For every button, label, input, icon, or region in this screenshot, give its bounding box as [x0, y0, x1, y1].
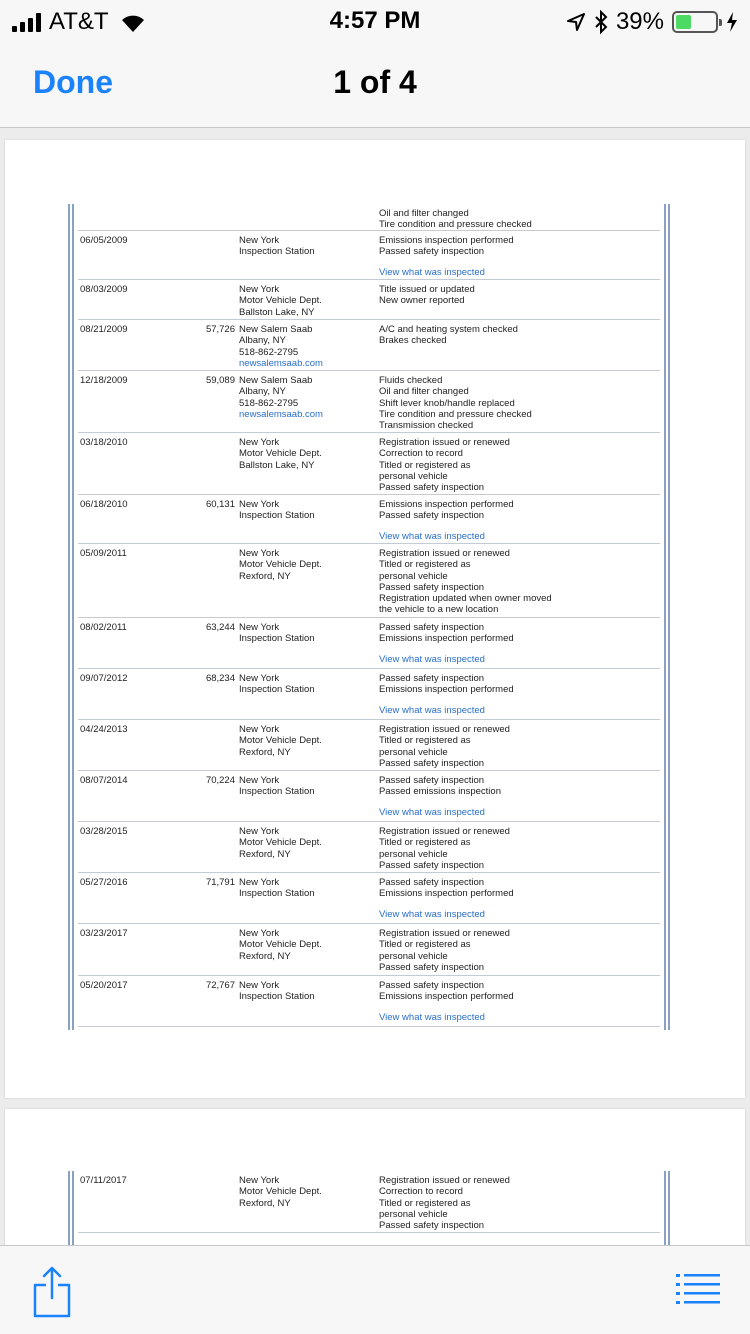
- source-line: New York: [239, 235, 280, 246]
- detail-line: New owner reported: [379, 295, 465, 307]
- row-date: 05/20/2017: [80, 980, 128, 991]
- row-date: 12/18/2009: [80, 375, 128, 386]
- detail-line: Emissions inspection performed: [379, 991, 514, 1003]
- source-line: New York: [239, 673, 280, 684]
- row-details: [379, 284, 579, 307]
- row-source: [239, 1175, 374, 1209]
- status-bar: [0, 0, 750, 40]
- row-source: [239, 375, 374, 420]
- source-line: New York: [239, 775, 280, 786]
- row-details: [379, 724, 579, 769]
- source-line: New York: [239, 437, 280, 448]
- source-line: Albany, NY: [239, 335, 286, 347]
- row-odometer: 63,244: [205, 622, 235, 633]
- detail-line: Registration issued or renewed: [379, 928, 510, 939]
- view-inspection-link[interactable]: View what was inspected: [379, 806, 485, 818]
- detail-line: Titled or registered as: [379, 939, 471, 951]
- source-line: Rexford, NY: [239, 848, 291, 860]
- source-line: Inspection Station: [239, 246, 315, 258]
- detail-line: personal vehicle: [379, 746, 448, 758]
- view-inspection-link[interactable]: View what was inspected: [379, 1011, 485, 1023]
- row-date: 04/24/2013: [80, 724, 128, 735]
- source-line: Ballston Lake, NY: [239, 306, 315, 318]
- detail-line: Registration issued or renewed: [379, 1175, 510, 1186]
- row-date: 03/23/2017: [80, 928, 128, 939]
- source-line: Ballston Lake, NY: [239, 459, 315, 471]
- row-source: [239, 673, 374, 696]
- source-line: Motor Vehicle Dept.: [239, 448, 322, 460]
- table-row: [78, 618, 660, 669]
- view-inspection-link[interactable]: View what was inspected: [379, 266, 485, 278]
- detail-line: Registration updated when owner moved: [379, 593, 552, 605]
- row-date: 03/18/2010: [80, 437, 128, 448]
- source-line: 518-862-2795: [239, 397, 299, 409]
- source-line: Albany, NY: [239, 386, 286, 398]
- row-date: 05/09/2011: [80, 548, 127, 559]
- row-date: 03/28/2015: [80, 826, 128, 837]
- row-details: [379, 499, 579, 542]
- detail-line: Titled or registered as: [379, 459, 471, 471]
- row-details: [379, 375, 579, 431]
- table-row: [78, 720, 660, 771]
- detail-line: Passed safety inspection: [379, 246, 485, 258]
- detail-line: A/C and heating system checked: [379, 324, 518, 335]
- charging-bolt-icon: [726, 12, 738, 32]
- table-row: [78, 544, 660, 618]
- detail-line: Emissions inspection performed: [379, 633, 514, 645]
- table-row: [78, 371, 660, 433]
- detail-line: Title issued or updated: [379, 284, 475, 295]
- row-odometer: 57,726: [205, 324, 235, 335]
- table-row: [78, 873, 660, 924]
- row-date: 06/18/2010: [80, 499, 128, 510]
- detail-line: Titled or registered as: [379, 559, 471, 571]
- row-date: 08/03/2009: [80, 284, 128, 295]
- history-table-1: [68, 204, 670, 1030]
- table-row: [78, 320, 660, 371]
- row-details: [379, 928, 579, 973]
- table-row: [78, 433, 660, 495]
- carrier-label: AT&T: [49, 8, 109, 35]
- source-line: 518-862-2795: [239, 346, 299, 358]
- detail-line: Oil and filter changed: [379, 386, 469, 398]
- view-inspection-link[interactable]: View what was inspected: [379, 908, 485, 920]
- detail-line: Passed safety inspection: [379, 482, 485, 494]
- detail-line: Passed safety inspection: [379, 859, 485, 871]
- detail-line: personal vehicle: [379, 950, 448, 962]
- row-details: [379, 775, 579, 818]
- source-line: New York: [239, 284, 280, 295]
- detail-line: Transmission checked: [379, 420, 474, 432]
- source-line: New York: [239, 499, 280, 510]
- done-button[interactable]: Done: [33, 64, 113, 100]
- detail-line: Brakes checked: [379, 335, 447, 347]
- source-line: New Salem Saab: [239, 324, 313, 335]
- row-source: [239, 324, 374, 369]
- source-line: New Salem Saab: [239, 375, 313, 386]
- table-row: [78, 924, 660, 976]
- source-line: Inspection Station: [239, 510, 315, 522]
- detail-line: Emissions inspection performed: [379, 684, 514, 696]
- source-line: New York: [239, 877, 280, 888]
- detail-line: personal vehicle: [379, 848, 448, 860]
- table-row-continued: [78, 204, 660, 231]
- bottom-toolbar: [0, 1245, 750, 1334]
- detail-line: Registration issued or renewed: [379, 548, 510, 559]
- bluetooth-icon: [594, 11, 608, 33]
- view-inspection-link[interactable]: View what was inspected: [379, 653, 485, 665]
- row-date: 08/07/2014: [80, 775, 128, 786]
- source-line: Inspection Station: [239, 991, 315, 1003]
- detail-line: Tire condition and pressure checked: [379, 219, 532, 231]
- row-source: [239, 724, 374, 758]
- battery-fill: [676, 15, 691, 29]
- row-odometer: 70,224: [205, 775, 235, 786]
- table-row: [78, 669, 660, 720]
- source-line: Rexford, NY: [239, 570, 291, 582]
- row-odometer: 59,089: [205, 375, 235, 386]
- detail-line: personal vehicle: [379, 470, 448, 482]
- row-source: [239, 499, 374, 522]
- row-source: [239, 928, 374, 962]
- detail-line: Passed safety inspection: [379, 961, 485, 973]
- detail-line: personal vehicle: [379, 570, 448, 582]
- document-page-1: [5, 140, 745, 1098]
- row-odometer: 71,791: [205, 877, 235, 888]
- detail-line: Tire condition and pressure checked: [379, 408, 532, 420]
- row-source: [239, 980, 374, 1003]
- detail-line: Titled or registered as: [379, 735, 471, 747]
- detail-line: Emissions inspection performed: [379, 235, 514, 246]
- table-row: [78, 976, 660, 1027]
- row-details: [379, 622, 579, 665]
- row-date: 07/11/2017: [80, 1175, 127, 1186]
- row-source: [239, 548, 374, 582]
- detail-line: the vehicle to a new location: [379, 604, 499, 616]
- source-line: Inspection Station: [239, 786, 315, 798]
- source-line: Motor Vehicle Dept.: [239, 559, 322, 571]
- source-line: New York: [239, 980, 280, 991]
- table-row: [78, 231, 660, 280]
- detail-line: Passed safety inspection: [379, 980, 485, 991]
- row-date: 09/07/2012: [80, 673, 128, 684]
- detail-line: Correction to record: [379, 448, 463, 460]
- row-date: 08/21/2009: [80, 324, 128, 335]
- source-line: Inspection Station: [239, 888, 315, 900]
- detail-line: Correction to record: [379, 1186, 463, 1198]
- source-line: Motor Vehicle Dept.: [239, 837, 322, 849]
- table-border-left: [68, 204, 74, 1030]
- table-row: [78, 495, 660, 544]
- detail-line: Oil and filter changed: [379, 208, 469, 219]
- table-row: [78, 771, 660, 822]
- row-details: [379, 548, 579, 616]
- table-row: [78, 1171, 660, 1233]
- share-icon[interactable]: [32, 1266, 72, 1318]
- row-date: 06/05/2009: [80, 235, 128, 246]
- page-title: 1 of 4: [333, 64, 417, 100]
- source-line: Rexford, NY: [239, 746, 291, 758]
- row-details: [379, 673, 579, 716]
- source-line: Motor Vehicle Dept.: [239, 295, 322, 307]
- table-row: [78, 822, 660, 873]
- source-line: Rexford, NY: [239, 950, 291, 962]
- list-icon[interactable]: [676, 1273, 720, 1305]
- battery-percent: 39%: [615, 8, 664, 35]
- detail-line: Passed safety inspection: [379, 757, 485, 769]
- source-line: Rexford, NY: [239, 1197, 291, 1209]
- row-odometer: 68,234: [205, 673, 235, 684]
- detail-line: Passed safety inspection: [379, 622, 485, 633]
- row-source: [239, 235, 374, 258]
- detail-line: Passed safety inspection: [379, 877, 485, 888]
- detail-line: Passed safety inspection: [379, 1220, 485, 1232]
- row-source: [239, 284, 374, 318]
- detail-line: Emissions inspection performed: [379, 499, 514, 510]
- detail-line: Shift lever knob/handle replaced: [379, 397, 515, 409]
- navigation-bar: [0, 40, 750, 128]
- detail-line: Titled or registered as: [379, 1197, 471, 1209]
- row-details: [379, 235, 579, 278]
- source-line: New York: [239, 1175, 280, 1186]
- detail-line: Registration issued or renewed: [379, 437, 510, 448]
- row-details: [379, 1175, 579, 1231]
- detail-line: Passed safety inspection: [379, 581, 485, 593]
- row-source: [239, 437, 374, 471]
- row-source: [239, 775, 374, 798]
- source-line: Motor Vehicle Dept.: [239, 735, 322, 747]
- source-line: New York: [239, 622, 280, 633]
- detail-line: Registration issued or renewed: [379, 826, 510, 837]
- source-line: Motor Vehicle Dept.: [239, 1186, 322, 1198]
- source-website-link[interactable]: newsalemsaab.com: [239, 408, 323, 420]
- view-inspection-link[interactable]: View what was inspected: [379, 530, 485, 542]
- document-viewer[interactable]: [0, 129, 750, 1245]
- row-date: 08/02/2011: [80, 622, 127, 633]
- row-details: [379, 208, 579, 231]
- row-details: [379, 826, 579, 871]
- location-arrow-icon: [566, 12, 586, 32]
- detail-line: Passed safety inspection: [379, 510, 485, 522]
- status-time: 4:57 PM: [329, 7, 421, 34]
- detail-line: Titled or registered as: [379, 837, 471, 849]
- table-border-right: [664, 204, 670, 1030]
- status-right: [566, 8, 738, 36]
- row-details: [379, 324, 579, 347]
- detail-line: Fluids checked: [379, 375, 443, 386]
- row-odometer: 60,131: [205, 499, 235, 510]
- source-website-link[interactable]: newsalemsaab.com: [239, 357, 323, 369]
- battery-icon: [672, 11, 718, 33]
- source-line: Inspection Station: [239, 633, 315, 645]
- source-line: New York: [239, 928, 280, 939]
- row-source: [239, 877, 374, 900]
- table-row: [78, 280, 660, 320]
- source-line: New York: [239, 724, 280, 735]
- source-line: New York: [239, 548, 280, 559]
- detail-line: Emissions inspection performed: [379, 888, 514, 900]
- detail-line: personal vehicle: [379, 1208, 448, 1220]
- row-details: [379, 877, 579, 920]
- row-source: [239, 622, 374, 645]
- source-line: Inspection Station: [239, 684, 315, 696]
- detail-line: Passed emissions inspection: [379, 786, 501, 798]
- source-line: Motor Vehicle Dept.: [239, 939, 322, 951]
- row-source: [239, 826, 374, 860]
- source-line: New York: [239, 826, 280, 837]
- detail-line: Passed safety inspection: [379, 775, 485, 786]
- row-date: 05/27/2016: [80, 877, 128, 888]
- detail-line: Registration issued or renewed: [379, 724, 510, 735]
- detail-line: Passed safety inspection: [379, 673, 485, 684]
- view-inspection-link[interactable]: View what was inspected: [379, 704, 485, 716]
- row-details: [379, 437, 579, 493]
- row-odometer: 72,767: [205, 980, 235, 991]
- row-details: [379, 980, 579, 1023]
